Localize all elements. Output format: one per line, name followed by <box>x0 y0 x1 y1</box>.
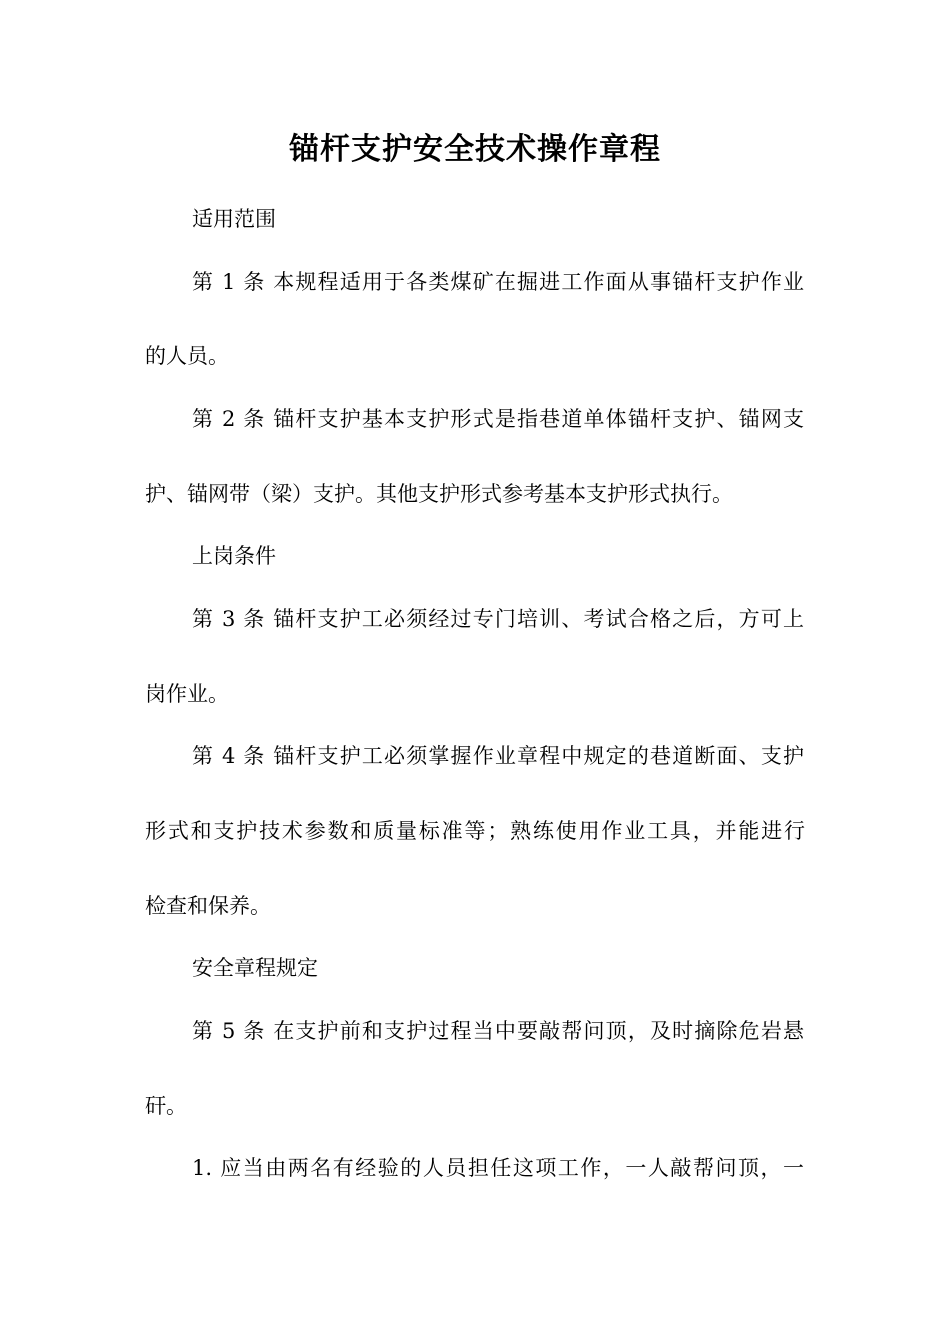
section-heading-safety-rules: 安全章程规定 <box>192 956 318 980</box>
paragraph-line: 检查和保养。 <box>145 894 271 918</box>
section-heading-qualification: 上岗条件 <box>192 544 276 568</box>
paragraph-line: 岗作业。 <box>145 682 229 706</box>
paragraph-line: 矸。 <box>145 1094 187 1118</box>
paragraph-line: 第 3 条 锚杆支护工必须经过专门培训、考试合格之后，方可上 <box>192 607 804 631</box>
paragraph-line: 第 5 条 在支护前和支护过程当中要敲帮问顶，及时摘除危岩悬 <box>192 1019 804 1043</box>
document-title: 锚杆支护安全技术操作章程 <box>289 132 661 167</box>
section-heading-scope: 适用范围 <box>192 207 276 231</box>
paragraph-line: 护、锚网带（梁）支护。其他支护形式参考基本支护形式执行。 <box>145 482 733 506</box>
paragraph-line: 第 2 条 锚杆支护基本支护形式是指巷道单体锚杆支护、锚网支 <box>192 407 804 431</box>
list-item-line: 1. 应当由两名有经验的人员担任这项工作，一人敲帮问顶，一 <box>192 1156 804 1180</box>
paragraph-line: 第 1 条 本规程适用于各类煤矿在掘进工作面从事锚杆支护作业 <box>192 270 804 294</box>
paragraph-line: 的人员。 <box>145 344 229 368</box>
paragraph-line: 第 4 条 锚杆支护工必须掌握作业章程中规定的巷道断面、支护 <box>192 744 804 768</box>
paragraph-line: 形式和支护技术参数和质量标准等；熟练使用作业工具，并能进行 <box>145 819 805 843</box>
